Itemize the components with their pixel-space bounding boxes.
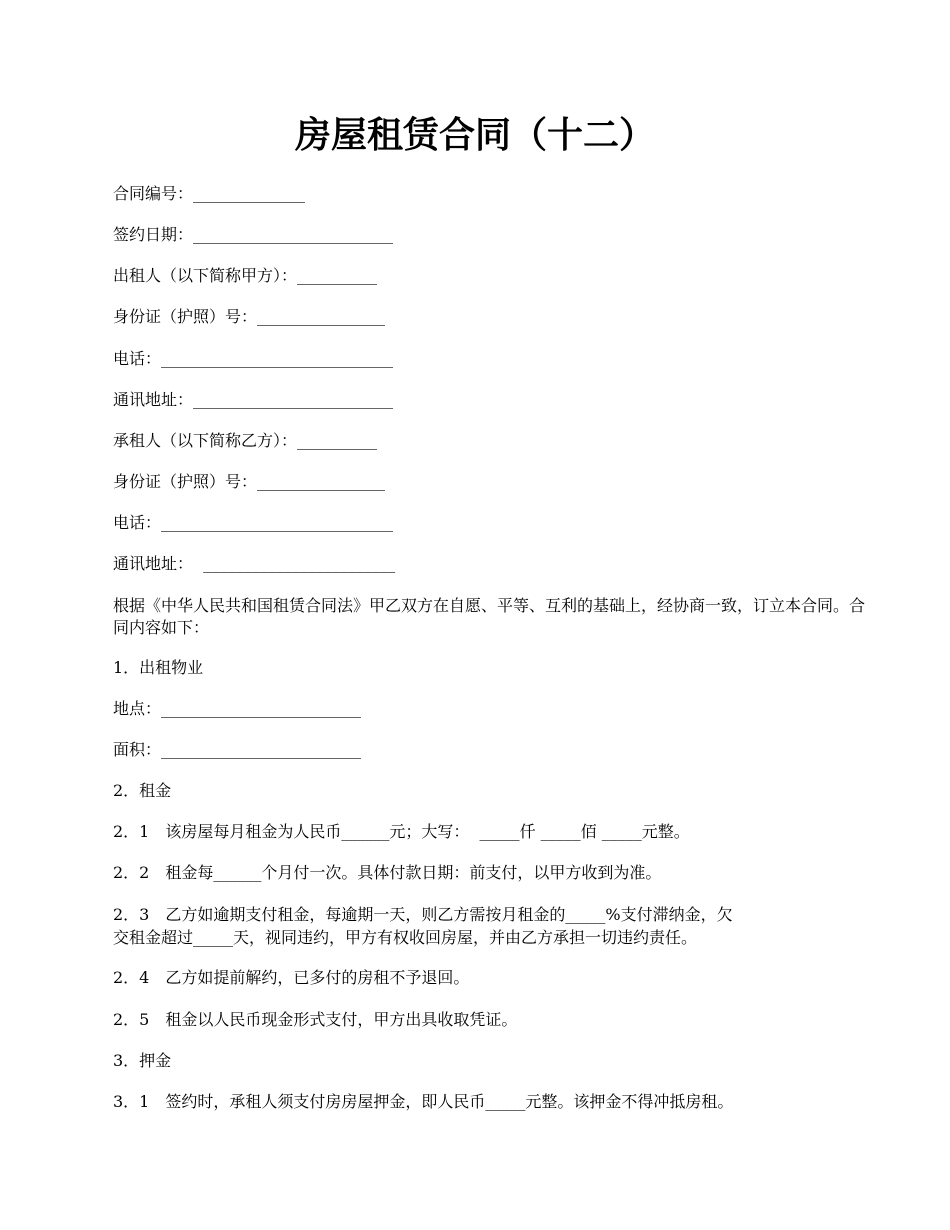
clause-2-4: 2．4 乙方如提前解约，已多付的房租不予退回。: [113, 968, 470, 987]
clause-2-1: 2．1 该房屋每月租金为人民币______元；大写： _____仟 _____佰 _____元整。: [113, 822, 690, 841]
lessor-id-field: 身份证（护照）号：________________: [113, 307, 386, 326]
section-2-heading: 2．租金: [113, 781, 172, 800]
contract-number-field: 合同编号：______________: [113, 184, 306, 203]
lessee-address-field: 通讯地址： ________________________: [113, 554, 396, 573]
clause-2-5: 2．5 租金以人民币现金形式支付，甲方出具收取凭证。: [113, 1010, 518, 1029]
clause-2-3-line-2: 交租金超过_____天，视同违约，甲方有权收回房屋，并由乙方承担一切违约责任。: [113, 928, 698, 947]
lessor-address-field: 通讯地址：_________________________: [113, 390, 394, 409]
preamble-paragraph: 根据《中华人民共和国租赁合同法》甲乙双方在自愿、平等、互利的基础上，经协商一致，订立本合同。合同内容如下：: [113, 596, 866, 637]
section-1-heading: 1．出租物业: [113, 658, 204, 677]
lessor-phone-field: 电话：_____________________________: [113, 349, 394, 368]
property-location-field: 地点：_________________________: [113, 699, 362, 718]
clause-2-2: 2．2 租金每______个月付一次。具体付款日期：前支付，以甲方收到为准。: [113, 863, 662, 882]
lessor-field: 出租人（以下简称甲方）：__________: [113, 266, 378, 285]
property-area-field: 面积：_________________________: [113, 740, 362, 759]
lessee-field: 承租人（以下简称乙方）：__________: [113, 431, 378, 450]
clause-2-3-line-1: 2．3 乙方如逾期支付租金，每逾期一天，则乙方需按月租金的_____%支付滞纳金，欠: [113, 905, 733, 924]
document-title: 房屋租赁合同（十二）: [294, 114, 655, 156]
lessee-phone-field: 电话：_____________________________: [113, 513, 394, 532]
sign-date-field: 签约日期：_________________________: [113, 225, 394, 244]
lessee-id-field: 身份证（护照）号：________________: [113, 472, 386, 491]
clause-3-1: 3．1 签约时，承租人须支付房房屋押金，即人民币_____元整。该押金不得冲抵房租。: [113, 1092, 734, 1111]
section-3-heading: 3．押金: [113, 1051, 172, 1070]
